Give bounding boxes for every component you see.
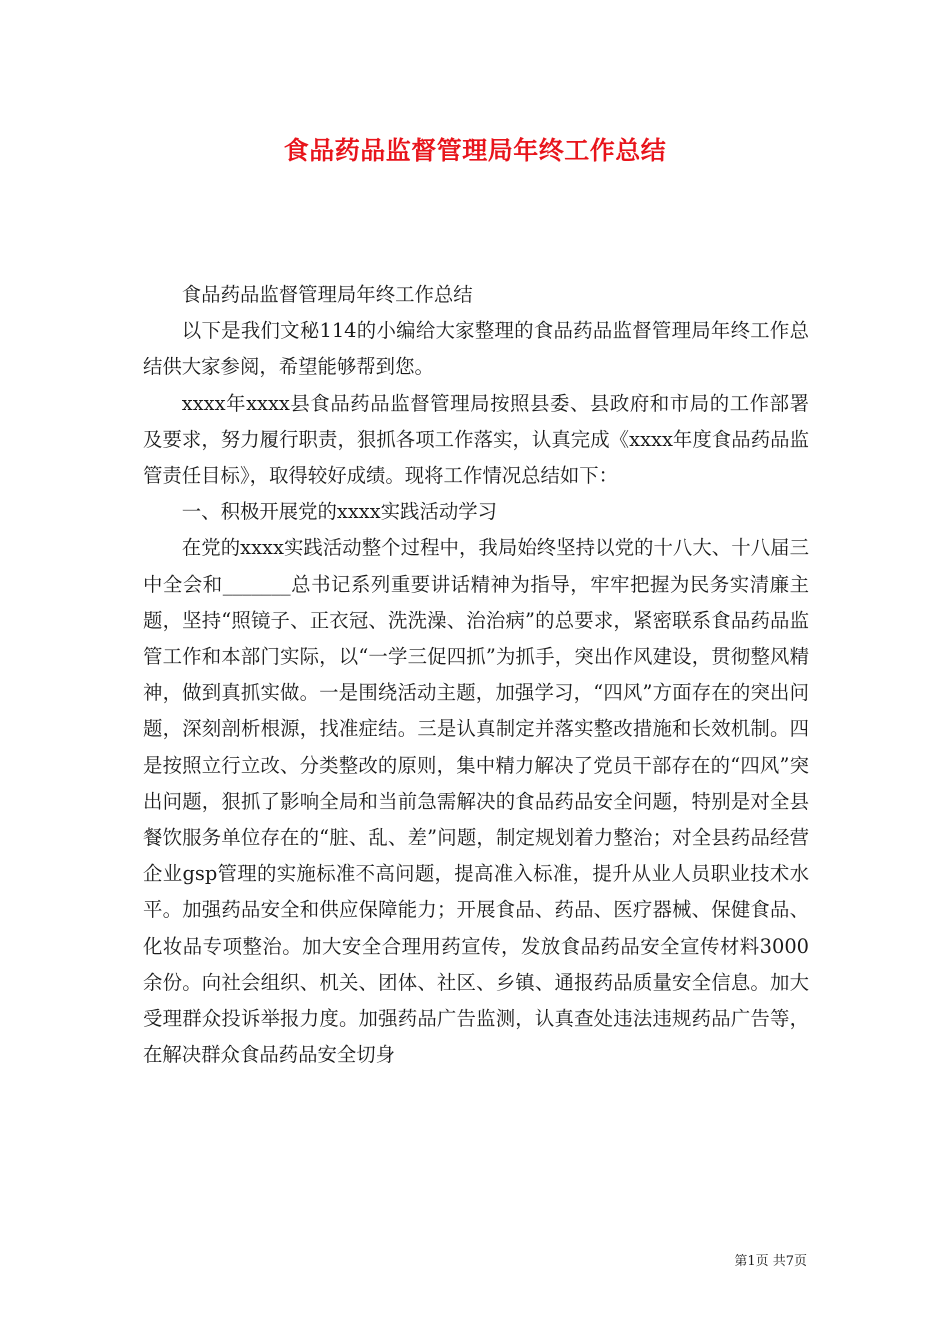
- document-title: 食品药品监督管理局年终工作总结: [283, 136, 667, 165]
- page-footer: 第1页 共7页: [734, 1254, 807, 1269]
- paragraph-overview: xxxx年xxxx县食品药品监督管理局按照县委、县政府和市局的工作部署及要求，努力履行职责，狠抓各项工作落实，认真完成《xxxx年度食品药品监管责任目标》，取得较好成绩。现将工作情况总结如下：: [143, 391, 809, 488]
- document-body: [143, 277, 809, 1073]
- section-heading-1: 一、积极开展党的xxxx实践活动学习: [181, 500, 498, 524]
- paragraph-section-1: 在党的xxxx实践活动整个过程中，我局始终坚持以党的十八大、十八届三中全会和_______总书记系列重要讲话精神为指导，牢牢把握为民务实清廉主题，坚持“照镜子、正衣冠、洗洗澡、治治病”的总要求，紧密联系食品药品监管工作和本部门实际，以“一学三促四抓”为抓手，突出作风建设，贯彻整风精神，做到真抓实做。一是围绕活动主题，加强学习，“四风”方面存在的突出问题，深刻剖析根源，找准症结。三是认真制定并落实整改措施和长效机制。四是按照立行立改、分类整改的原则，集中精力解决了党员干部存在的“四风”突出问题，狠抓了影响全局和当前急需解决的食品药品安全问题，特别是对全县餐饮服务单位存在的“脏、乱、差”问题，制定规划着力整治；对全县药品经营企业gsp管理的实施标准不高问题，提高准入标准，提升从业人员职业技术水平。加强药品安全和供应保障能力；开展食品、药品、医疗器械、保健食品、化妆品专项整治。加大安全合理用药宣传，发放食品药品安全宣传材料3000余份。向社会组织、机关、团体、社区、乡镇、通报药品质量安全信息。加大受理群众投诉举报力度。加强药品广告监测，认真查处违法违规药品广告等，在解决群众食品药品安全切身: [143, 536, 809, 1067]
- paragraph-heading: 食品药品监督管理局年终工作总结: [181, 283, 473, 306]
- paragraph-intro: 以下是我们文秘114的小编给大家整理的食品药品监督管理局年终工作总结供大家参阅，希望能够帮到您。: [143, 319, 809, 379]
